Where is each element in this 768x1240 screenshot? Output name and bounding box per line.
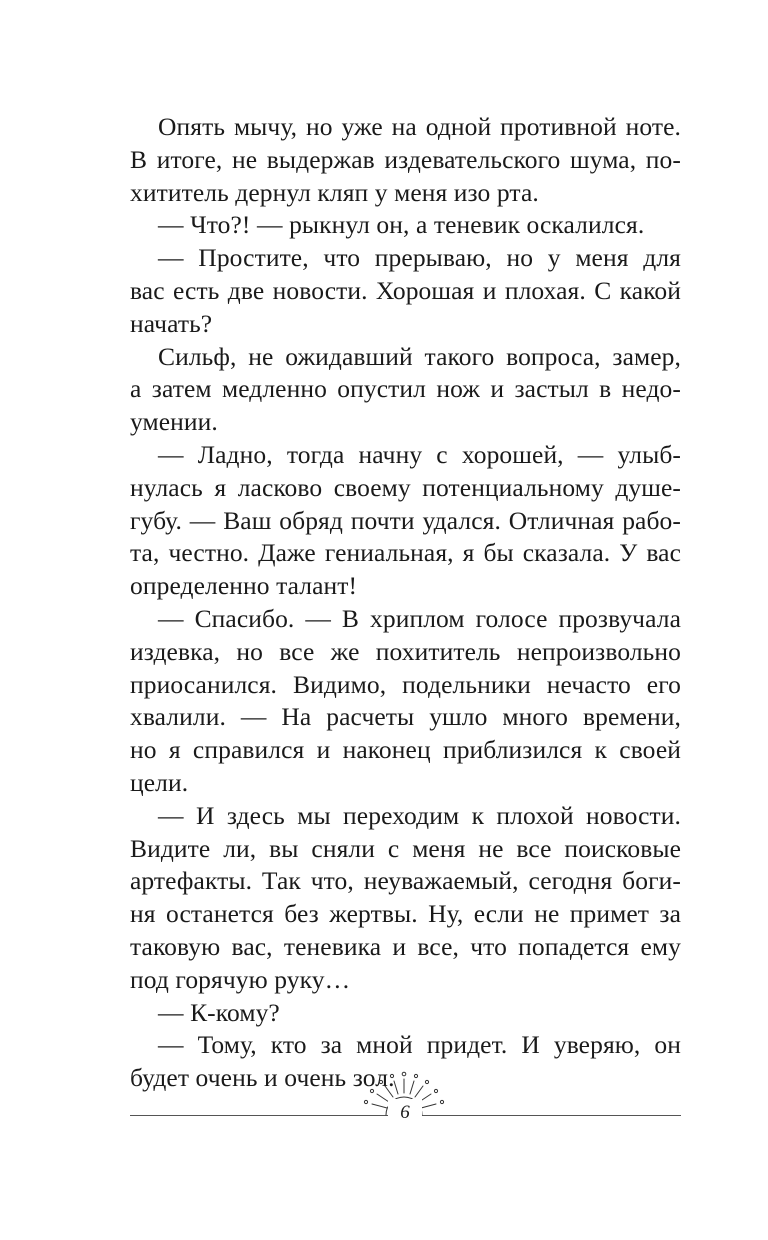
text-line: а затем медленно опустил нож и застыл в недо- [130,374,681,404]
page-body [130,111,681,1095]
text-line: но я справился и наконец приблизился к своей [130,735,681,765]
text-line: под горячую руку… [130,964,351,994]
text-line: — Ладно, тогда начну с хорошей, — улыб- [158,439,681,469]
text-line: — Спасибо. — В хриплом голосе прозвучала [158,603,681,633]
page-number: 6 [388,1099,422,1127]
text-line: таковую вас, теневика и все, что попадется ему [130,931,681,961]
text-line: Видите ли, вы сняли с меня не все поисковые [130,833,681,863]
text-line: Сильф, не ожидавший такого вопроса, замер, [158,341,681,371]
text-line: хититель дернул кляп у меня изо рта. [130,177,539,207]
text-line: начать? [130,308,213,338]
text-line: — Простите, что прерываю, но у меня для [158,243,681,273]
text-line: — Что?! — рыкнул он, а теневик оскалился. [158,210,645,240]
text-line: — К-кому? [158,997,280,1027]
text-line: Опять мычу, но уже на одной противной ноте. [158,112,681,141]
text-line: — Тому, кто за мной придет. И уверяю, он [158,1030,681,1060]
text-line: — И здесь мы переходим к плохой новости. [158,800,681,830]
text-line: артефакты. Так что, неуважаемый, сегодня боги- [130,866,681,896]
text-line: издевка, но все же похититель непроизвольно [130,636,681,666]
text-line: определенно талант! [130,571,358,601]
text-line: та, честно. Даже гениальная, я бы сказала. У вас [130,538,681,568]
text-line: будет очень и очень зол. [130,1063,395,1093]
text-line: губу. — Ваш обряд почти удался. Отличная рабо- [130,505,681,535]
text-line: нулась я ласково своему потенциальному душе- [130,472,681,502]
text-line: вас есть две новости. Хорошая и плохая. С какой [130,275,681,305]
text-line: умении. [130,407,218,437]
text-line: ня останется без жертвы. Ну, если не примет за [130,899,681,929]
text-line: В итоге, не выдержав издевательского шума, по- [130,144,681,174]
page-footer [130,1063,681,1133]
text-line: хвалили. — На расчеты ушло много времени, [130,702,681,732]
text-line: приосанился. Видимо, подельники нечасто его [130,669,681,699]
text-line: цели. [130,767,189,797]
